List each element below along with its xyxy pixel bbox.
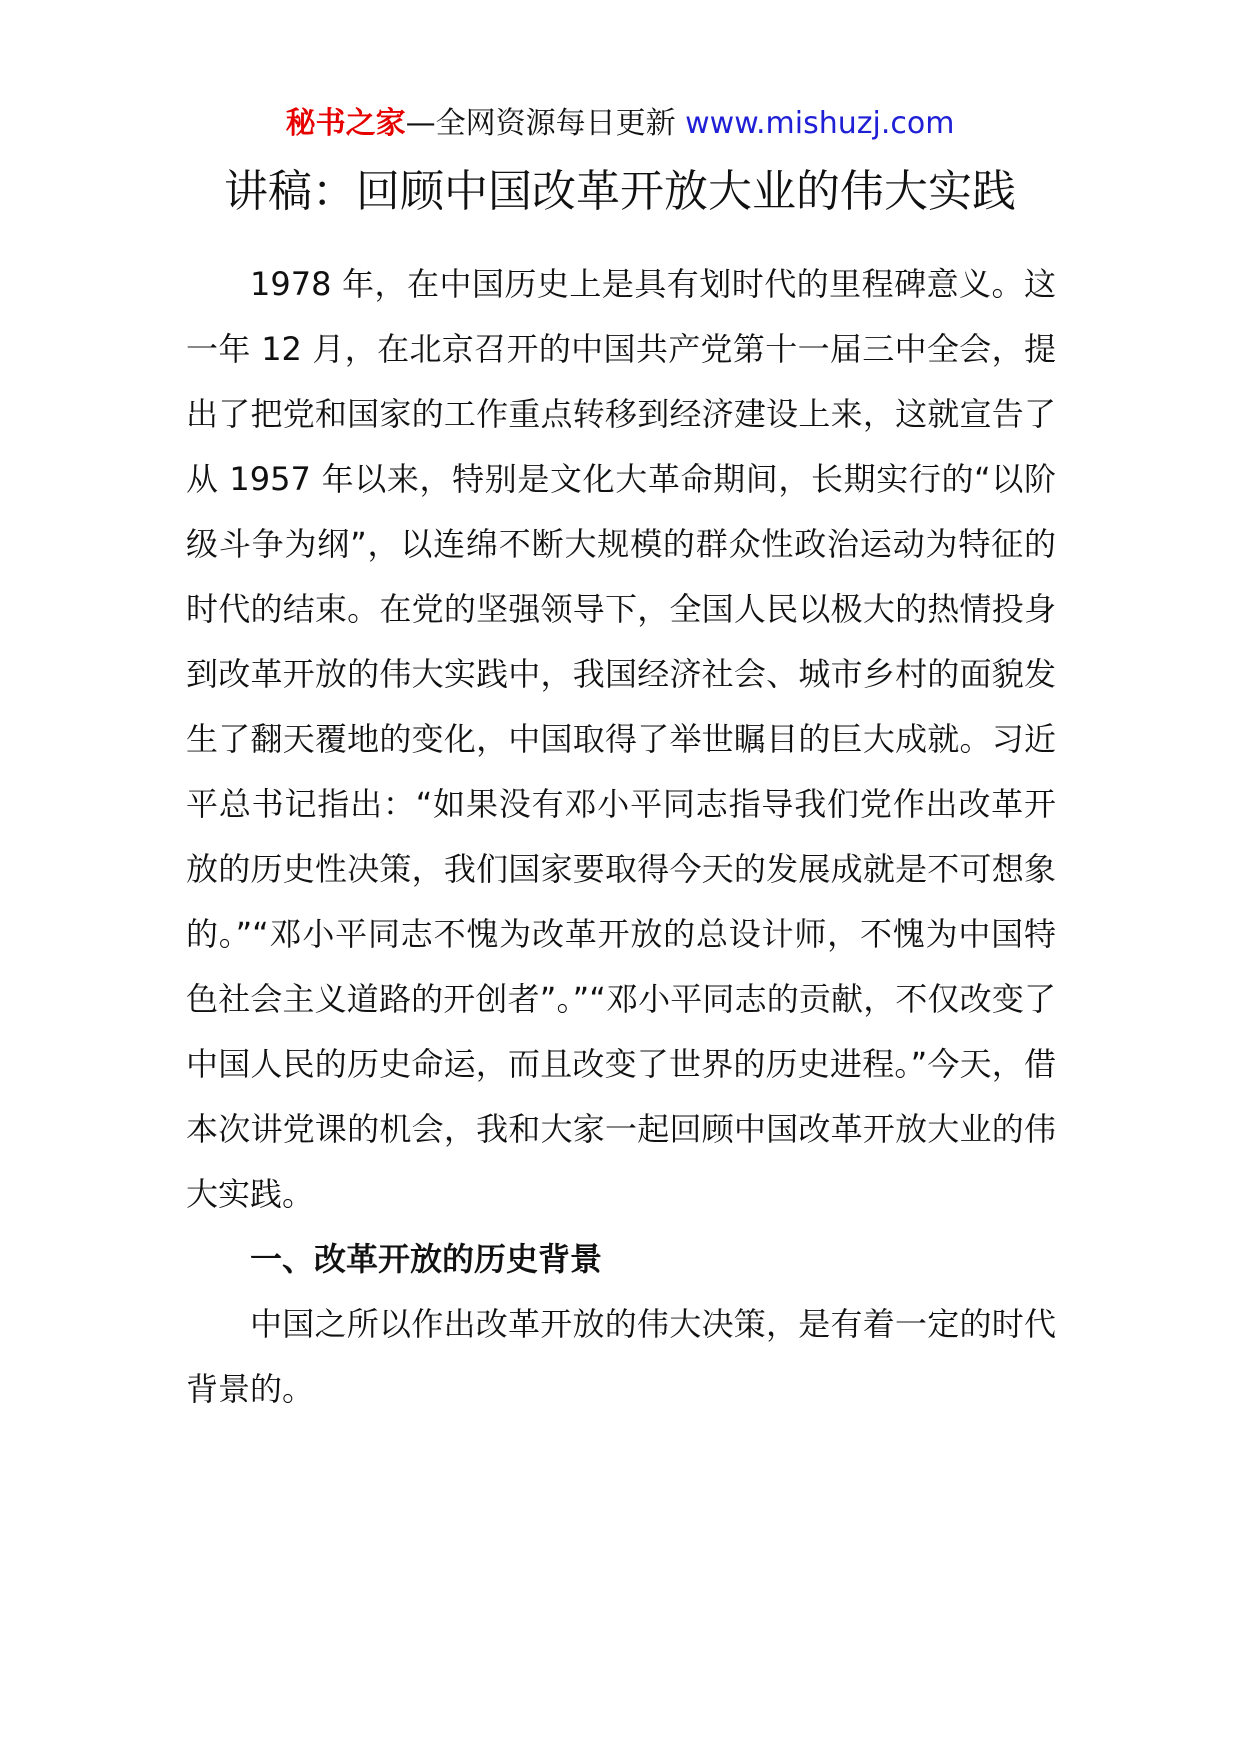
document-body <box>186 252 1056 1422</box>
section-paragraph: 中国之所以作出改革开放的伟大决策，是有着一定的时代背景的。 <box>186 1305 1056 1408</box>
site-url-link[interactable]: www.mishuzj.com <box>685 106 955 141</box>
document-title: 讲稿：回顾中国改革开放大业的伟大实践 <box>224 166 1016 217</box>
site-banner <box>0 100 1240 148</box>
site-brand: 秘书之家 <box>285 106 406 141</box>
section-heading: 一、改革开放的历史背景 <box>250 1240 603 1278</box>
site-tagline: —全网资源每日更新 <box>405 106 686 141</box>
intro-paragraph: 1978 年，在中国历史上是具有划时代的里程碑意义。这一年 12 月，在北京召开的中国共产党第十一届三中全会，提出了把党和国家的工作重点转移到经济建设上来，这就宣告了从 1957 年以来，特别是文化大革命期间，长期实行的“以阶级斗争为纲”，以连绵不断大规模的群众性政治运动为特征的时代的结束。在党的坚强领导下，全国人民以极大的热情投身到改革开放的伟大实践中，我国经济社会、城市乡村的面貌发生了翻天覆地的变化，中国取得了举世瞩目的巨大成就。习近平总书记指出：“如果没有邓小平同志指导我们党作出改革开放的历史性决策，我们国家要取得今天的发展成就是不可想象的。”“邓小平同志不愧为改革开放的总设计师，不愧为中国特色社会主义道路的开创者”。”“邓小平同志的贡献，不仅改变了中国人民的历史命运，而且改变了世界的历史进程。”今天，借本次讲党课的机会，我和大家一起回顾中国改革开放大业的伟大实践。 <box>186 265 1056 1213</box>
